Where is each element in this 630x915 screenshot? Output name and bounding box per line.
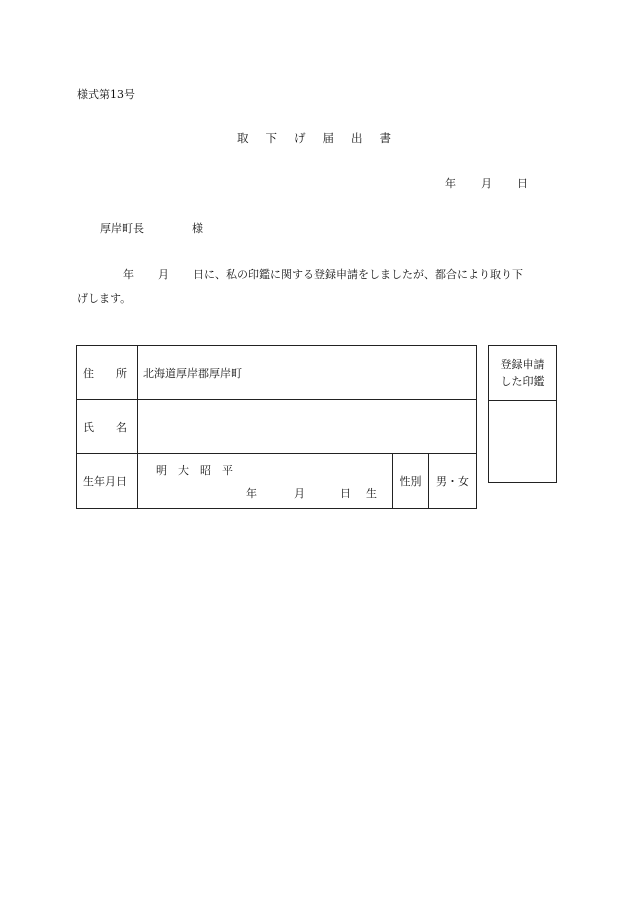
address-value: 北海道厚岸郡厚岸町 <box>138 346 477 400</box>
date-day: 日 <box>517 177 528 190</box>
birth-row <box>77 454 477 509</box>
submission-date <box>445 175 528 191</box>
sex-value: 男・女 <box>429 454 477 509</box>
seal-impression-area <box>489 401 557 483</box>
title-char: 下 <box>265 131 277 145</box>
title-char: 書 <box>379 131 391 145</box>
birth-label: 生年月日 <box>77 454 138 509</box>
birth-ymd <box>246 485 377 501</box>
name-label: 氏 名 <box>77 400 138 454</box>
body-year: 年 <box>123 268 134 281</box>
form-number: 様式第13号 <box>77 88 135 101</box>
title-char: 届 <box>322 131 334 145</box>
sex-label: 性別 <box>393 454 429 509</box>
era-option: 大 <box>178 464 189 477</box>
era-options <box>156 462 244 478</box>
title-char: 取 <box>237 131 249 145</box>
date-month: 月 <box>481 177 492 190</box>
era-option: 明 <box>156 464 167 477</box>
era-option: 平 <box>222 464 233 477</box>
date-year: 年 <box>445 177 456 190</box>
name-row <box>77 400 477 454</box>
seal-box-header-line-2: した印鑑 <box>500 375 545 388</box>
birth-year: 年 <box>246 487 257 500</box>
birth-suffix: 生 <box>366 487 377 500</box>
seal-box-header <box>489 346 557 401</box>
title-char: げ <box>294 131 306 145</box>
address-row <box>77 346 477 400</box>
seal-box-header-line-1: 登録申請 <box>500 358 545 371</box>
body-text-line-2: げします。 <box>77 292 132 305</box>
era-option: 昭 <box>200 464 211 477</box>
body-text: 日に、私の印鑑に関する登録申請をしましたが、都合により取り下 <box>193 268 523 281</box>
applicant-table <box>76 345 477 509</box>
body-text-line-1 <box>123 266 523 282</box>
birth-month: 月 <box>294 487 305 500</box>
title-char: 出 <box>351 131 363 145</box>
addressee-name: 厚岸町長 <box>100 222 144 235</box>
addressee <box>100 220 203 236</box>
body-month: 月 <box>158 268 169 281</box>
name-value <box>138 400 477 454</box>
registered-seal-box <box>488 345 557 483</box>
document-title <box>237 130 408 146</box>
addressee-honorific: 様 <box>192 222 203 235</box>
birth-day: 日 <box>340 487 351 500</box>
birth-value <box>138 454 393 509</box>
address-label: 住 所 <box>77 346 138 400</box>
